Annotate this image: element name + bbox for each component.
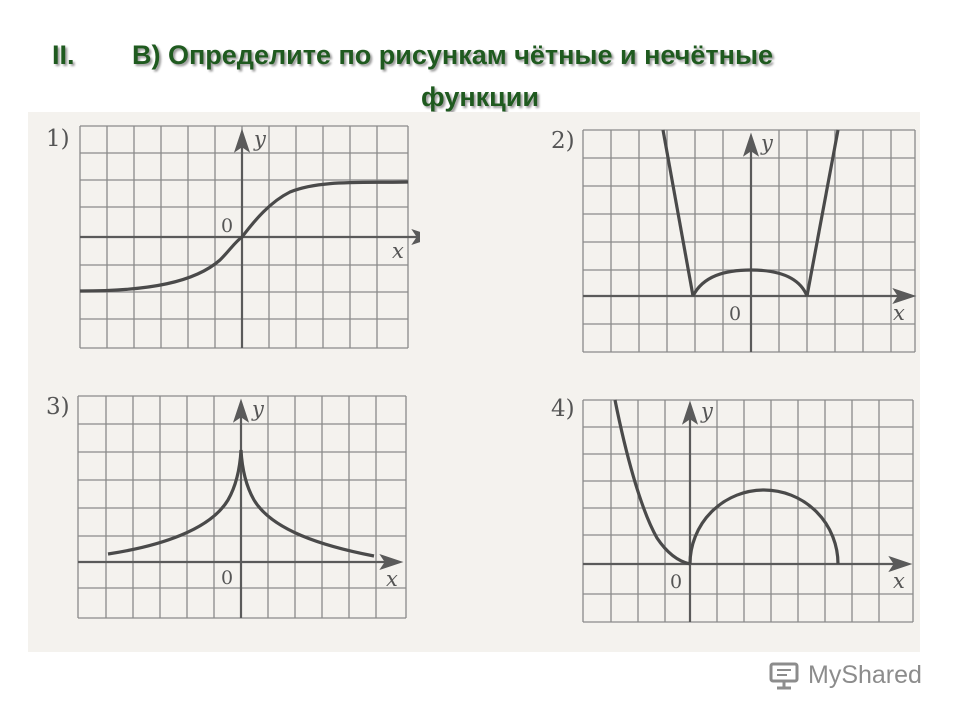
figure-1-label: 1) <box>46 126 70 152</box>
figure-1-origin: 0 <box>221 215 234 237</box>
heading-number: II. <box>52 40 75 70</box>
figure-4-label: 4) <box>551 396 575 422</box>
figure-4-graph <box>545 390 925 635</box>
watermark-text: MyShared <box>808 660 922 689</box>
slide-heading <box>0 0 960 120</box>
figure-4-curve-arc <box>690 490 838 564</box>
figure-2-label: 2) <box>551 128 575 154</box>
myshared-watermark <box>768 658 922 692</box>
figure-3-curve-left <box>108 450 241 554</box>
figure-3-y-label: y <box>252 397 264 421</box>
figure-1-x-label: x <box>392 239 404 263</box>
figure-3-origin: 0 <box>221 567 234 589</box>
heading-line-1: В) Определите по рисункам чётные и нечётные <box>132 40 774 70</box>
figure-4-grid <box>583 400 913 622</box>
figure-3-label: 3) <box>46 394 70 420</box>
figure-1-y-label: y <box>254 127 266 151</box>
myshared-icon <box>768 660 802 690</box>
figure-4-origin: 0 <box>670 571 683 593</box>
figure-2-origin: 0 <box>729 303 742 325</box>
figure-4-curve-left <box>615 400 690 564</box>
figure-2-curve-right <box>807 130 838 296</box>
figure-3-curve-right <box>241 450 374 556</box>
figure-3-x-label: x <box>386 567 398 591</box>
figure-4-x-label: x <box>893 569 905 593</box>
figure-3-axes <box>78 402 400 618</box>
figure-2-grid <box>583 130 915 352</box>
figure-4-y-label: y <box>701 399 713 423</box>
figure-4-axes <box>583 404 909 622</box>
figure-1-graph <box>40 120 420 360</box>
figure-1-axes <box>80 132 420 348</box>
heading-line-2: функции <box>421 82 539 112</box>
figure-2-x-label: x <box>893 301 905 325</box>
figure-2-graph <box>545 120 925 360</box>
figure-3-graph <box>40 388 420 633</box>
figure-2-y-label: y <box>761 131 773 155</box>
